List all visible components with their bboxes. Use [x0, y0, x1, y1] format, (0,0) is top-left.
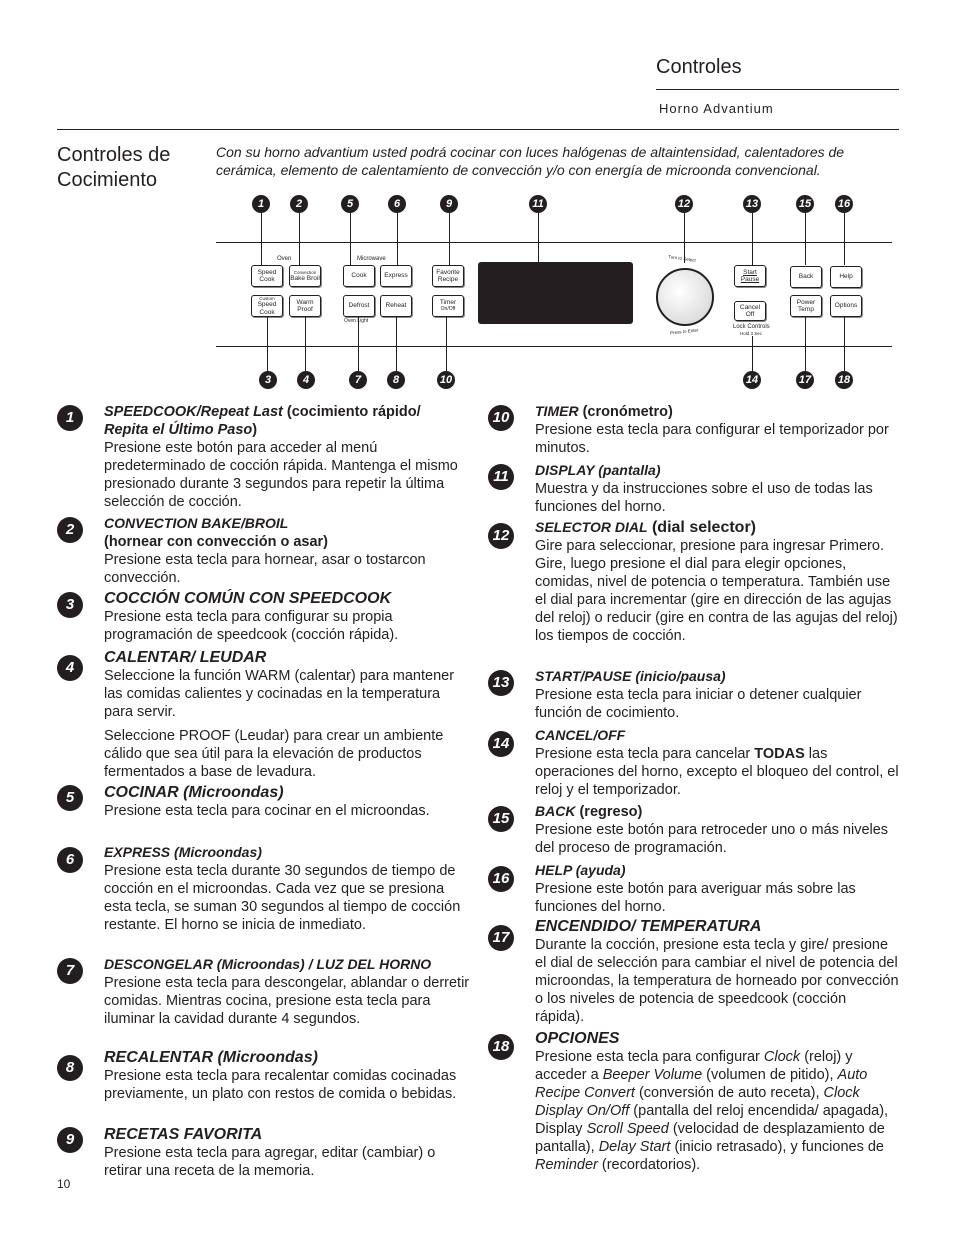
item-15: BACK (regreso) Presione este botón para retroceder uno o más niveles del proceso de programación.	[535, 803, 889, 856]
item-badge-17: 17	[488, 925, 514, 951]
callout-18: 18	[835, 371, 853, 389]
item-badge-14: 14	[488, 731, 514, 757]
item-badge-9: 9	[57, 1127, 83, 1153]
item-2: CONVECTION BAKE/BROIL (hornear con convección o asar) Presione esta tecla para hornear, asar o tostarcon convección.	[104, 515, 426, 586]
item-badge-5: 5	[57, 785, 83, 811]
leader-18	[844, 317, 845, 371]
warm-proof-button[interactable]: Warm Proof	[289, 295, 321, 317]
press-to-enter-label: Press to Enter	[669, 327, 699, 336]
item-1: SPEEDCOOK/Repeat Last (cocimiento rápido/ Repita el Último Paso) Presione este botón para acceder al menú predeterminado de cocción rápida. Mantenga el mismo presionado durante 3 segundos para repetir la última selección de cocción.	[104, 404, 458, 510]
leader-7	[358, 317, 359, 371]
custom-speed-cook-button[interactable]: Custom Speed Cook	[251, 295, 283, 317]
item-14: CANCEL/OFF Presione esta tecla para cancelar TODAS las operaciones del horno, excepto el bloqueo del control, el reloj y el temporizador.	[535, 727, 899, 798]
section-intro: Con su horno advantium usted podrá cocinar con luces halógenas de altaintensidad, calentadores de cerámica, elemento de calentamiento de convección y/o con energía de microonda convencional.	[216, 144, 845, 178]
panel-bottom-edge	[216, 346, 892, 347]
item-badge-6: 6	[57, 847, 83, 873]
leader-16	[844, 213, 845, 265]
header-subtitle: Horno Advantium	[659, 101, 774, 116]
selector-dial[interactable]	[656, 268, 714, 326]
item-17: ENCENDIDO/ TEMPERATURA Durante la cocción, presione esta tecla y gire/ presione el dial de selección para cambiar el nivel de potencia del microondas, la temperatura de horneado por convección o los niveles de potencia de speedcook (cocción rápida).	[535, 918, 899, 1025]
callout-8: 8	[387, 371, 405, 389]
timer-button[interactable]: Timer On/Off	[432, 295, 464, 317]
back-button[interactable]: Back	[790, 266, 822, 288]
leader-9	[449, 213, 450, 265]
leader-14	[752, 336, 753, 371]
speed-cook-button[interactable]: Speed Cook	[251, 265, 283, 287]
leader-2	[299, 213, 300, 265]
turn-to-select-label: Turn to Select	[667, 254, 697, 263]
item-3: COCCIÓN COMÚN CON SPEEDCOOK Presione esta tecla para configurar su propia programación de speedcook (cocción rápida).	[104, 590, 399, 643]
item-badge-3: 3	[57, 592, 83, 618]
callout-17: 17	[796, 371, 814, 389]
section-title: Controles de Cocimiento	[57, 144, 171, 191]
item-6: EXPRESS (Microondas) Presione esta tecla durante 30 segundos de tiempo de cocción en el microondas. Cada vez que se presiona esta tecla, se suman 30 segundos al tiempo de cocción restante. El horno se inicia de inmediato.	[104, 844, 461, 933]
leader-11	[538, 213, 539, 262]
leader-4	[305, 317, 306, 371]
leader-1	[261, 213, 262, 265]
reheat-button[interactable]: Reheat	[380, 295, 412, 317]
item-badge-12: 12	[488, 523, 514, 549]
callout-14: 14	[743, 371, 761, 389]
item-badge-8: 8	[57, 1055, 83, 1081]
header-rule	[656, 89, 899, 90]
control-panel-diagram	[216, 190, 896, 395]
help-button[interactable]: Help	[830, 266, 862, 288]
microwave-group-label: Microwave	[357, 256, 386, 262]
leader-6	[397, 213, 398, 265]
callout-16: 16	[835, 195, 853, 213]
callout-5: 5	[341, 195, 359, 213]
item-16: HELP (ayuda) Presione este botón para averiguar más sobre las funciones del horno.	[535, 862, 856, 915]
leader-15	[805, 213, 806, 265]
callout-7: 7	[349, 371, 367, 389]
item-badge-1: 1	[57, 405, 83, 431]
start-pause-button[interactable]: Start Pause	[734, 265, 766, 287]
leader-8	[396, 317, 397, 371]
item-10: TIMER (cronómetro) Presione esta tecla para configurar el temporizador por minutos.	[535, 403, 889, 456]
item-9: RECETAS FAVORITA Presione esta tecla para agregar, editar (cambiar) o retirar una receta de la memoria.	[104, 1126, 436, 1179]
item-badge-13: 13	[488, 670, 514, 696]
item-13: START/PAUSE (inicio/pausa) Presione esta tecla para iniciar o detener cualquier función de cocimiento.	[535, 668, 862, 721]
callout-15: 15	[796, 195, 814, 213]
callout-11: 11	[529, 195, 547, 213]
callout-4: 4	[297, 371, 315, 389]
main-rule	[57, 129, 899, 130]
oven-light-label: Oven Light	[344, 318, 369, 324]
item-4: CALENTAR/ LEUDAR Seleccione la función WARM (calentar) para mantener las comidas calientes y cocinadas en la temperatura para servir. Seleccione PROOF (Leudar) para crear un ambiente cálido que sea útil para la elevación de productos fermentados a base de levadura.	[104, 649, 455, 780]
page-number: 10	[57, 1177, 71, 1191]
leader-17	[805, 317, 806, 371]
defrost-button[interactable]: Defrost	[343, 295, 375, 317]
item-8: RECALENTAR (Microondas) Presione esta tecla para recalentar comidas cocinadas previamente, un plato con restos de comida o bebidas.	[104, 1049, 457, 1102]
callout-9: 9	[440, 195, 458, 213]
callout-3: 3	[259, 371, 277, 389]
lock-controls-label: Lock Controls	[733, 324, 770, 330]
item-7: DESCONGELAR (Microondas) / LUZ DEL HORNO Presione esta tecla para descongelar, ablandar o derretir comidas. Mientras cocina, presione esta tecla para iluminar la cavidad durante 4 segundos.	[104, 956, 470, 1027]
options-button[interactable]: Options	[830, 295, 862, 317]
leader-13	[752, 213, 753, 265]
item-5: COCINAR (Microondas) Presione esta tecla para cocinar en el microondas.	[104, 784, 430, 819]
express-button[interactable]: Express	[380, 265, 412, 287]
hold-3-sec-label: Hold 3 Sec	[740, 331, 763, 336]
item-badge-10: 10	[488, 405, 514, 431]
callout-13: 13	[743, 195, 761, 213]
callout-6: 6	[388, 195, 406, 213]
cook-button[interactable]: Cook	[343, 265, 375, 287]
callout-10: 10	[437, 371, 455, 389]
favorite-recipe-button[interactable]: Favorite Recipe	[432, 265, 464, 287]
callout-2: 2	[290, 195, 308, 213]
item-badge-4: 4	[57, 655, 83, 681]
item-18: OPCIONES Presione esta tecla para configurar Clock (reloj) y acceder a Beeper Volume (volumen de pitido), Auto Recipe Convert (conversión de auto receta), Clock Display On/Off (pantalla del reloj encendida/ apagada), Display Scroll Speed (velocidad de desplazamiento de pantalla), Delay Start (inicio retrasado), y funciones de Reminder (recordatorios).	[535, 1030, 889, 1173]
convection-bake-broil-button[interactable]: Convection Bake Broil	[289, 265, 321, 287]
cancel-off-button[interactable]: Cancel Off	[734, 301, 766, 321]
leader-5	[350, 213, 351, 265]
item-badge-11: 11	[488, 464, 514, 490]
item-12: SELECTOR DIAL (dial selector) Gire para seleccionar, presione para ingresar Primero. Gire, luego presione el dial para elegir opciones, comidas, nivel de potencia o temperatura. También use el dial para incrementar (gire en dirección de las agujas del reloj) o reducir (gire en contra de las agujas del reloj) los tiempos de cocción.	[535, 519, 898, 644]
callout-1: 1	[252, 195, 270, 213]
callout-12: 12	[675, 195, 693, 213]
item-badge-18: 18	[488, 1034, 514, 1060]
oven-display	[478, 262, 633, 324]
item-badge-16: 16	[488, 866, 514, 892]
item-badge-7: 7	[57, 958, 83, 984]
item-badge-2: 2	[57, 517, 83, 543]
item-badge-15: 15	[488, 806, 514, 832]
leader-3	[267, 317, 268, 371]
power-temp-button[interactable]: Power Temp	[790, 295, 822, 317]
header-title: Controles	[656, 56, 742, 78]
item-11: DISPLAY (pantalla) Muestra y da instrucciones sobre el uso de todas las funciones del horno.	[535, 462, 873, 515]
oven-group-label: Oven	[277, 256, 292, 262]
panel-top-edge	[216, 242, 892, 243]
leader-10	[446, 317, 447, 371]
